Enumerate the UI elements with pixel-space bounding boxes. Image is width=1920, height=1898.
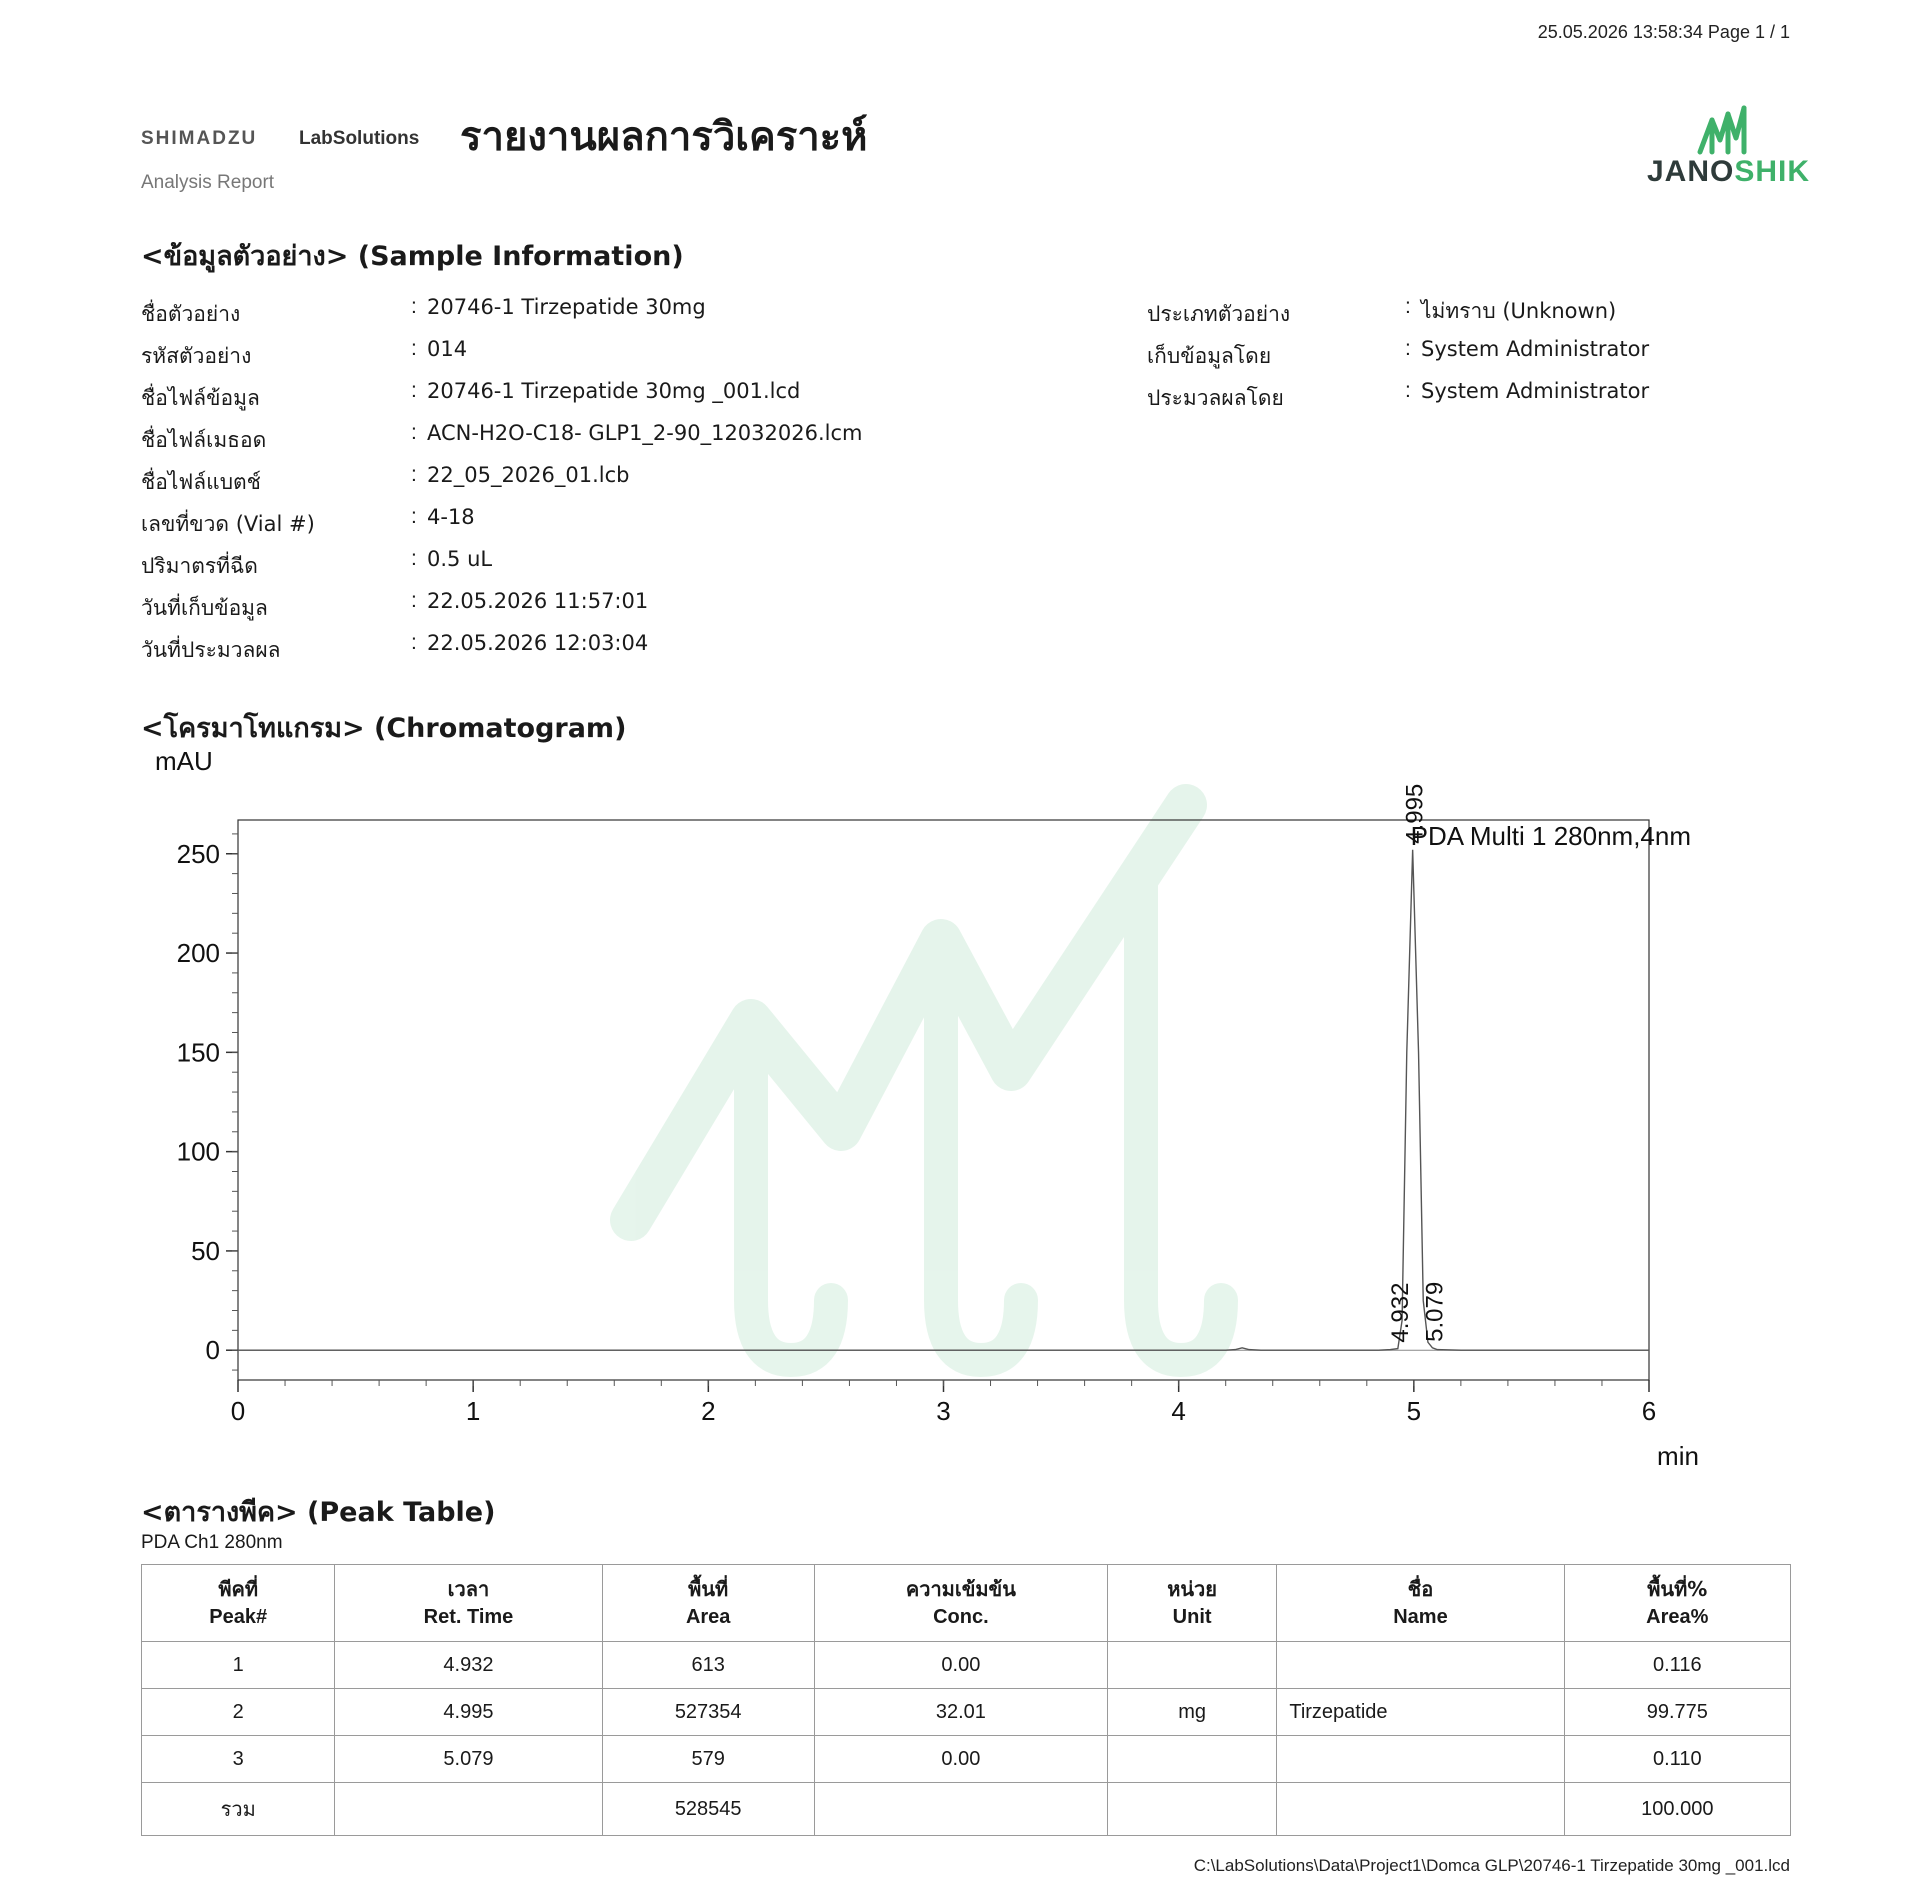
table-cell: 5.079 — [335, 1736, 602, 1783]
report-subtitle: Analysis Report — [141, 172, 275, 193]
info-value: 014 — [427, 337, 468, 361]
table-cell — [1107, 1736, 1276, 1783]
info-label: วันที่ประมวลผล — [141, 638, 281, 662]
header-thai-label: หน่วย — [1167, 1577, 1217, 1601]
y-axis-label: mAU — [155, 746, 213, 776]
info-value: 20746-1 Tirzepatide 30mg _001.lcd — [427, 379, 801, 403]
table-cell: 0.116 — [1564, 1642, 1790, 1689]
x-tick-label: 4 — [1171, 1396, 1186, 1426]
info-value: ACN-H2O-C18- GLP1_2-90_12032026.lcm — [427, 421, 863, 445]
info-value: 0.5 uL — [427, 547, 493, 571]
x-axis-label: min — [1657, 1441, 1699, 1470]
table-cell: 0.00 — [814, 1642, 1107, 1689]
peak-label: 4.995 — [1401, 783, 1429, 844]
table-cell: Tirzepatide — [1277, 1689, 1564, 1736]
x-tick-label: 5 — [1406, 1396, 1422, 1426]
chromatogram-title: <โครมาโทแกรม> (Chromatogram) — [141, 713, 627, 744]
header-english-label: Peak# — [209, 1606, 268, 1628]
header-thai-label: ความเข้มข้น — [905, 1577, 1016, 1601]
logo-text-dark: JANO — [1647, 155, 1735, 188]
product-name: LabSolutions — [299, 128, 420, 149]
data-file-path: C:\LabSolutions\Data\Project1\Domca GLP\20746-1 Tirzepatide 30mg _001.lcd — [1193, 1856, 1790, 1875]
report-title: รายงานผลการวิเคราะห์ — [460, 114, 868, 160]
info-colon: : — [411, 631, 417, 654]
table-row — [142, 1642, 1791, 1689]
info-label: รหัสตัวอย่าง — [141, 344, 252, 368]
chart-title: PDA Multi 1 280nm,4nm — [1410, 821, 1691, 851]
table-cell — [814, 1783, 1107, 1836]
chromatogram-chart — [141, 740, 1721, 1470]
logo-wordmark — [1647, 155, 1810, 189]
brand-name: SHIMADZU — [141, 128, 258, 149]
peak-label: 4.932 — [1386, 1282, 1414, 1343]
info-value: ไม่ทราบ (Unknown) — [1421, 299, 1617, 323]
header-english-label: Unit — [1172, 1606, 1212, 1628]
table-cell: 4.932 — [335, 1642, 602, 1689]
table-cell — [1277, 1783, 1564, 1836]
info-value: System Administrator — [1421, 337, 1650, 361]
x-tick-label: 3 — [936, 1396, 951, 1426]
table-cell: รวม — [142, 1783, 335, 1836]
table-cell: 2 — [142, 1689, 335, 1736]
x-tick-label: 0 — [230, 1396, 246, 1426]
table-row — [142, 1689, 1791, 1736]
y-tick-label: 0 — [205, 1335, 220, 1366]
table-total-row — [142, 1783, 1791, 1836]
info-label: ประมวลผลโดย — [1147, 386, 1284, 410]
logo-text-green: SHIK — [1734, 155, 1811, 188]
table-cell — [1107, 1783, 1276, 1836]
table-cell: 3 — [142, 1736, 335, 1783]
info-colon: : — [1405, 337, 1411, 360]
info-value: 22.05.2026 11:57:01 — [427, 589, 649, 613]
sample-info-title: <ข้อมูลตัวอย่าง> (Sample Information) — [141, 241, 684, 272]
header-english-label: Ret. Time — [423, 1606, 514, 1628]
table-cell: 32.01 — [814, 1689, 1107, 1736]
info-label: วันที่เก็บข้อมูล — [141, 596, 268, 620]
info-value: 4-18 — [427, 505, 475, 529]
peak-table-header — [1107, 1565, 1276, 1642]
table-cell — [1277, 1736, 1564, 1783]
info-label: ชื่อตัวอย่าง — [141, 302, 241, 326]
info-label: ชื่อไฟล์ข้อมูล — [141, 386, 260, 410]
table-cell: 100.000 — [1564, 1783, 1790, 1836]
header-english-label: Area — [685, 1606, 731, 1628]
y-tick-label: 200 — [176, 938, 220, 969]
peak-table — [141, 1564, 1791, 1836]
info-colon: : — [411, 379, 417, 402]
info-colon: : — [411, 295, 417, 318]
table-cell: 99.775 — [1564, 1689, 1790, 1736]
header-thai-label: เวลา — [447, 1577, 490, 1601]
table-cell — [335, 1783, 602, 1836]
table-cell: 4.995 — [335, 1689, 602, 1736]
table-cell: 527354 — [602, 1689, 814, 1736]
info-label: เลขที่ขวด (Vial #) — [141, 512, 315, 536]
table-cell: 613 — [602, 1642, 814, 1689]
header-thai-label: พื้นที่% — [1647, 1577, 1708, 1601]
peak-table-header — [142, 1565, 335, 1642]
report-timestamp-page: 25.05.2026 13:58:34 Page 1 / 1 — [1537, 22, 1790, 42]
header-thai-label: ชื่อ — [1407, 1577, 1434, 1601]
info-value: 20746-1 Tirzepatide 30mg — [427, 295, 706, 319]
info-label: เก็บข้อมูลโดย — [1147, 344, 1272, 368]
peak-table-channel: PDA Ch1 280nm — [141, 1532, 283, 1553]
peak-table-header — [1564, 1565, 1790, 1642]
info-colon: : — [411, 421, 417, 444]
peak-table-header — [814, 1565, 1107, 1642]
peak-table-title: <ตารางพีค> (Peak Table) — [141, 1497, 496, 1528]
table-cell: mg — [1107, 1689, 1276, 1736]
info-colon: : — [1405, 295, 1411, 318]
info-colon: : — [411, 505, 417, 528]
info-value: 22.05.2026 12:03:04 — [427, 631, 649, 655]
table-cell: 528545 — [602, 1783, 814, 1836]
table-cell: 579 — [602, 1736, 814, 1783]
table-cell — [1107, 1642, 1276, 1689]
watermark-logo-icon — [631, 805, 1221, 1360]
x-tick-label: 2 — [701, 1396, 716, 1426]
peak-label: 5.079 — [1421, 1281, 1449, 1342]
table-cell: 0.00 — [814, 1736, 1107, 1783]
header-english-label: Area% — [1646, 1606, 1709, 1628]
x-tick-label: 1 — [465, 1396, 481, 1426]
peak-table-header — [335, 1565, 602, 1642]
peak-table-header — [602, 1565, 814, 1642]
info-value: 22_05_2026_01.lcb — [427, 463, 630, 487]
info-label: ปริมาตรที่ฉีด — [141, 554, 258, 578]
header-english-label: Conc. — [933, 1606, 989, 1628]
info-value: System Administrator — [1421, 379, 1650, 403]
info-label: ประเภทตัวอย่าง — [1147, 302, 1291, 326]
info-colon: : — [411, 547, 417, 570]
info-label: ชื่อไฟล์แบตช์ — [141, 470, 261, 494]
info-colon: : — [411, 589, 417, 612]
y-tick-label: 100 — [176, 1136, 220, 1167]
table-row — [142, 1736, 1791, 1783]
y-tick-label: 150 — [176, 1037, 220, 1068]
info-colon: : — [1405, 379, 1411, 402]
y-tick-label: 250 — [176, 838, 220, 869]
info-colon: : — [411, 337, 417, 360]
peak-table-header — [1277, 1565, 1564, 1642]
info-label: ชื่อไฟล์เมธอด — [141, 428, 267, 452]
table-cell — [1277, 1642, 1564, 1689]
header-english-label: Name — [1393, 1606, 1448, 1628]
table-cell: 1 — [142, 1642, 335, 1689]
info-colon: : — [411, 463, 417, 486]
y-tick-label: 50 — [191, 1235, 220, 1266]
x-tick-label: 6 — [1641, 1396, 1657, 1426]
table-cell: 0.110 — [1564, 1736, 1790, 1783]
header-thai-label: พีคที่ — [218, 1577, 259, 1601]
header-thai-label: พื้นที่ — [688, 1577, 729, 1601]
